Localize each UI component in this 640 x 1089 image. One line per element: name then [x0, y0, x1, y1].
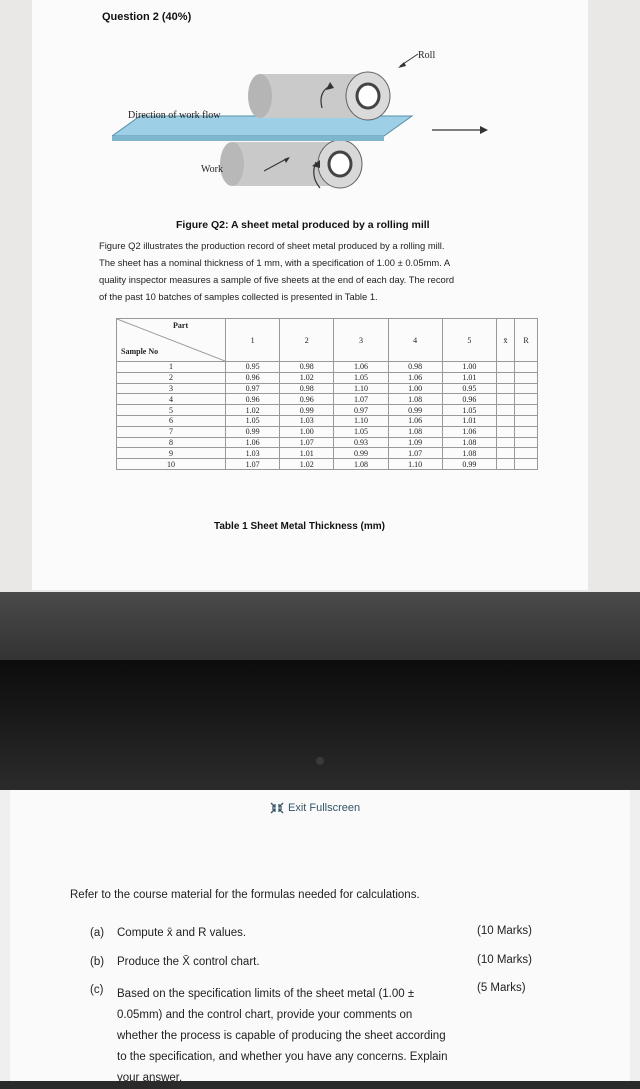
- thickness-cell: 0.95: [442, 383, 496, 394]
- xbar-cell: [496, 394, 514, 405]
- range-cell: [515, 426, 538, 437]
- thickness-cell: 1.02: [280, 372, 334, 383]
- table-row: [117, 405, 538, 416]
- column-header-xbar: x̄: [496, 319, 514, 362]
- thickness-cell: 0.98: [280, 362, 334, 373]
- top-roller: [248, 72, 390, 120]
- thickness-cell: 1.06: [442, 426, 496, 437]
- range-cell: [515, 394, 538, 405]
- table-row: [117, 394, 538, 405]
- thickness-cell: 1.01: [280, 448, 334, 459]
- question-b-label: (b): [90, 956, 105, 968]
- xbar-cell: [496, 383, 514, 394]
- thickness-cell: 0.96: [226, 394, 280, 405]
- sample-number: 4: [117, 394, 226, 405]
- thickness-cell: 1.05: [226, 415, 280, 426]
- range-cell: [515, 383, 538, 394]
- thickness-cell: 1.03: [280, 415, 334, 426]
- exit-fullscreen-label: Exit Fullscreen: [288, 802, 361, 814]
- table-row: [117, 415, 538, 426]
- intro-line: The sheet has a nominal thickness of 1 mm, with a specification of 1.00 ± 0.05mm. A: [99, 257, 451, 268]
- thickness-cell: 0.96: [442, 394, 496, 405]
- thickness-cell: 1.00: [442, 362, 496, 373]
- thickness-cell: 1.02: [226, 405, 280, 416]
- table-row: [117, 372, 538, 383]
- column-header: 4: [388, 319, 442, 362]
- document-page-2: [10, 790, 630, 1084]
- question-c-line: whether the process is capable of producing the sheet according: [117, 1030, 446, 1042]
- xbar-cell: [496, 362, 514, 373]
- refer-text: Refer to the course material for the formulas needed for calculations.: [70, 889, 420, 901]
- thickness-cell: 1.08: [334, 459, 388, 470]
- thickness-cell: 1.05: [334, 426, 388, 437]
- thickness-cell: 1.07: [388, 448, 442, 459]
- question-c-line: your answer.: [117, 1072, 183, 1084]
- table-row: [117, 437, 538, 448]
- thickness-cell: 1.06: [334, 362, 388, 373]
- sample-number: 7: [117, 426, 226, 437]
- thickness-cell: 1.08: [442, 448, 496, 459]
- thickness-cell: 1.06: [226, 437, 280, 448]
- thickness-cell: 1.10: [334, 383, 388, 394]
- question-title: Question 2 (40%): [102, 11, 192, 23]
- column-header: 5: [442, 319, 496, 362]
- thickness-cell: 1.09: [388, 437, 442, 448]
- sample-number: 2: [117, 372, 226, 383]
- range-cell: [515, 448, 538, 459]
- thickness-cell: 0.99: [226, 426, 280, 437]
- sample-number: 8: [117, 437, 226, 448]
- thickness-cell: 1.06: [388, 372, 442, 383]
- question-c-marks: (5 Marks): [477, 982, 526, 994]
- column-header-r: R: [515, 319, 538, 362]
- intro-paragraph: [99, 237, 569, 305]
- range-cell: [515, 459, 538, 470]
- figure-caption: Figure Q2: A sheet metal produced by a rolling mill: [176, 219, 430, 231]
- thickness-cell: 0.93: [334, 437, 388, 448]
- range-cell: [515, 372, 538, 383]
- question-c-line: 0.05mm) and the control chart, provide your comments on: [117, 1009, 413, 1021]
- question-a-text: Compute x̄ and R values.: [117, 927, 247, 939]
- intro-line: quality inspector measures a sample of five sheets at the end of each day. The record: [99, 274, 455, 285]
- exit-fullscreen-button[interactable]: [270, 802, 360, 814]
- roll-label: Roll: [418, 50, 436, 61]
- thickness-cell: 0.99: [388, 405, 442, 416]
- thickness-cell: 1.07: [334, 394, 388, 405]
- sample-number: 9: [117, 448, 226, 459]
- table-row: [117, 383, 538, 394]
- thickness-cell: 0.98: [388, 362, 442, 373]
- corner-bottom-label: Sample No: [121, 347, 159, 356]
- laptop-screen: [0, 790, 640, 1084]
- work-label: Work: [201, 164, 223, 175]
- exit-fullscreen-icon: [270, 802, 284, 814]
- thickness-cell: 1.08: [388, 394, 442, 405]
- thickness-cell: 1.01: [442, 372, 496, 383]
- column-header: 2: [280, 319, 334, 362]
- thickness-cell: 1.03: [226, 448, 280, 459]
- table-row: [117, 448, 538, 459]
- intro-line: of the past 10 batches of samples collected is presented in Table 1.: [99, 291, 378, 302]
- table-caption: Table 1 Sheet Metal Thickness (mm): [214, 521, 385, 532]
- thickness-cell: 0.97: [226, 383, 280, 394]
- question-c-text: [117, 984, 467, 1089]
- xbar-cell: [496, 415, 514, 426]
- question-c-label: (c): [90, 984, 104, 996]
- column-header: 1: [226, 319, 280, 362]
- range-cell: [515, 415, 538, 426]
- table-row: [117, 362, 538, 373]
- range-cell: [515, 437, 538, 448]
- column-header: 3: [334, 319, 388, 362]
- question-b-text: Produce the X̄ control chart.: [117, 956, 260, 968]
- rolling-mill-figure: [112, 38, 552, 208]
- thickness-table: [116, 318, 538, 470]
- thickness-cell: 1.00: [280, 426, 334, 437]
- thickness-cell: 0.99: [280, 405, 334, 416]
- laptop-bezel: [0, 660, 640, 790]
- xbar-cell: [496, 448, 514, 459]
- range-cell: [515, 405, 538, 416]
- sample-number: 3: [117, 383, 226, 394]
- xbar-cell: [496, 437, 514, 448]
- thickness-cell: 1.06: [388, 415, 442, 426]
- question-c-line: Based on the specification limits of the sheet metal (1.00 ±: [117, 988, 415, 1000]
- xbar-cell: [496, 372, 514, 383]
- thickness-cell: 0.96: [226, 372, 280, 383]
- intro-line: Figure Q2 illustrates the production record of sheet metal produced by a rolling mill.: [99, 240, 445, 251]
- thickness-cell: 1.08: [388, 426, 442, 437]
- monitor-bezel: [0, 592, 640, 660]
- thickness-cell: 1.02: [280, 459, 334, 470]
- thickness-cell: 1.07: [280, 437, 334, 448]
- table-row: [117, 426, 538, 437]
- sample-number: 5: [117, 405, 226, 416]
- table-corner-cell: [117, 319, 226, 362]
- thickness-cell: 1.01: [442, 415, 496, 426]
- thickness-cell: 1.08: [442, 437, 496, 448]
- question-c-line: to the specification, and whether you have any concerns. Explain: [117, 1051, 448, 1063]
- question-a-label: (a): [90, 927, 105, 939]
- thickness-cell: 0.99: [334, 448, 388, 459]
- document-page: [32, 0, 588, 590]
- thickness-cell: 1.10: [334, 415, 388, 426]
- sample-number: 1: [117, 362, 226, 373]
- xbar-cell: [496, 426, 514, 437]
- question-b-marks: (10 Marks): [477, 954, 532, 966]
- thickness-cell: 1.07: [226, 459, 280, 470]
- sample-number: 10: [117, 459, 226, 470]
- corner-top-label: Part: [173, 321, 189, 330]
- thickness-cell: 1.05: [334, 372, 388, 383]
- thickness-cell: 0.99: [442, 459, 496, 470]
- direction-label: Direction of work flow: [128, 110, 221, 121]
- question-a-marks: (10 Marks): [477, 925, 532, 937]
- thickness-cell: 0.96: [280, 394, 334, 405]
- xbar-cell: [496, 459, 514, 470]
- sample-number: 6: [117, 415, 226, 426]
- thickness-cell: 1.10: [388, 459, 442, 470]
- thickness-cell: 0.97: [334, 405, 388, 416]
- webcam: [316, 757, 324, 765]
- range-cell: [515, 362, 538, 373]
- thickness-cell: 1.05: [442, 405, 496, 416]
- table-row: [117, 459, 538, 470]
- thickness-cell: 1.00: [388, 383, 442, 394]
- thickness-cell: 0.98: [280, 383, 334, 394]
- thickness-cell: 0.95: [226, 362, 280, 373]
- table-header-row: [117, 319, 538, 362]
- bottom-roller: [220, 140, 362, 188]
- xbar-cell: [496, 405, 514, 416]
